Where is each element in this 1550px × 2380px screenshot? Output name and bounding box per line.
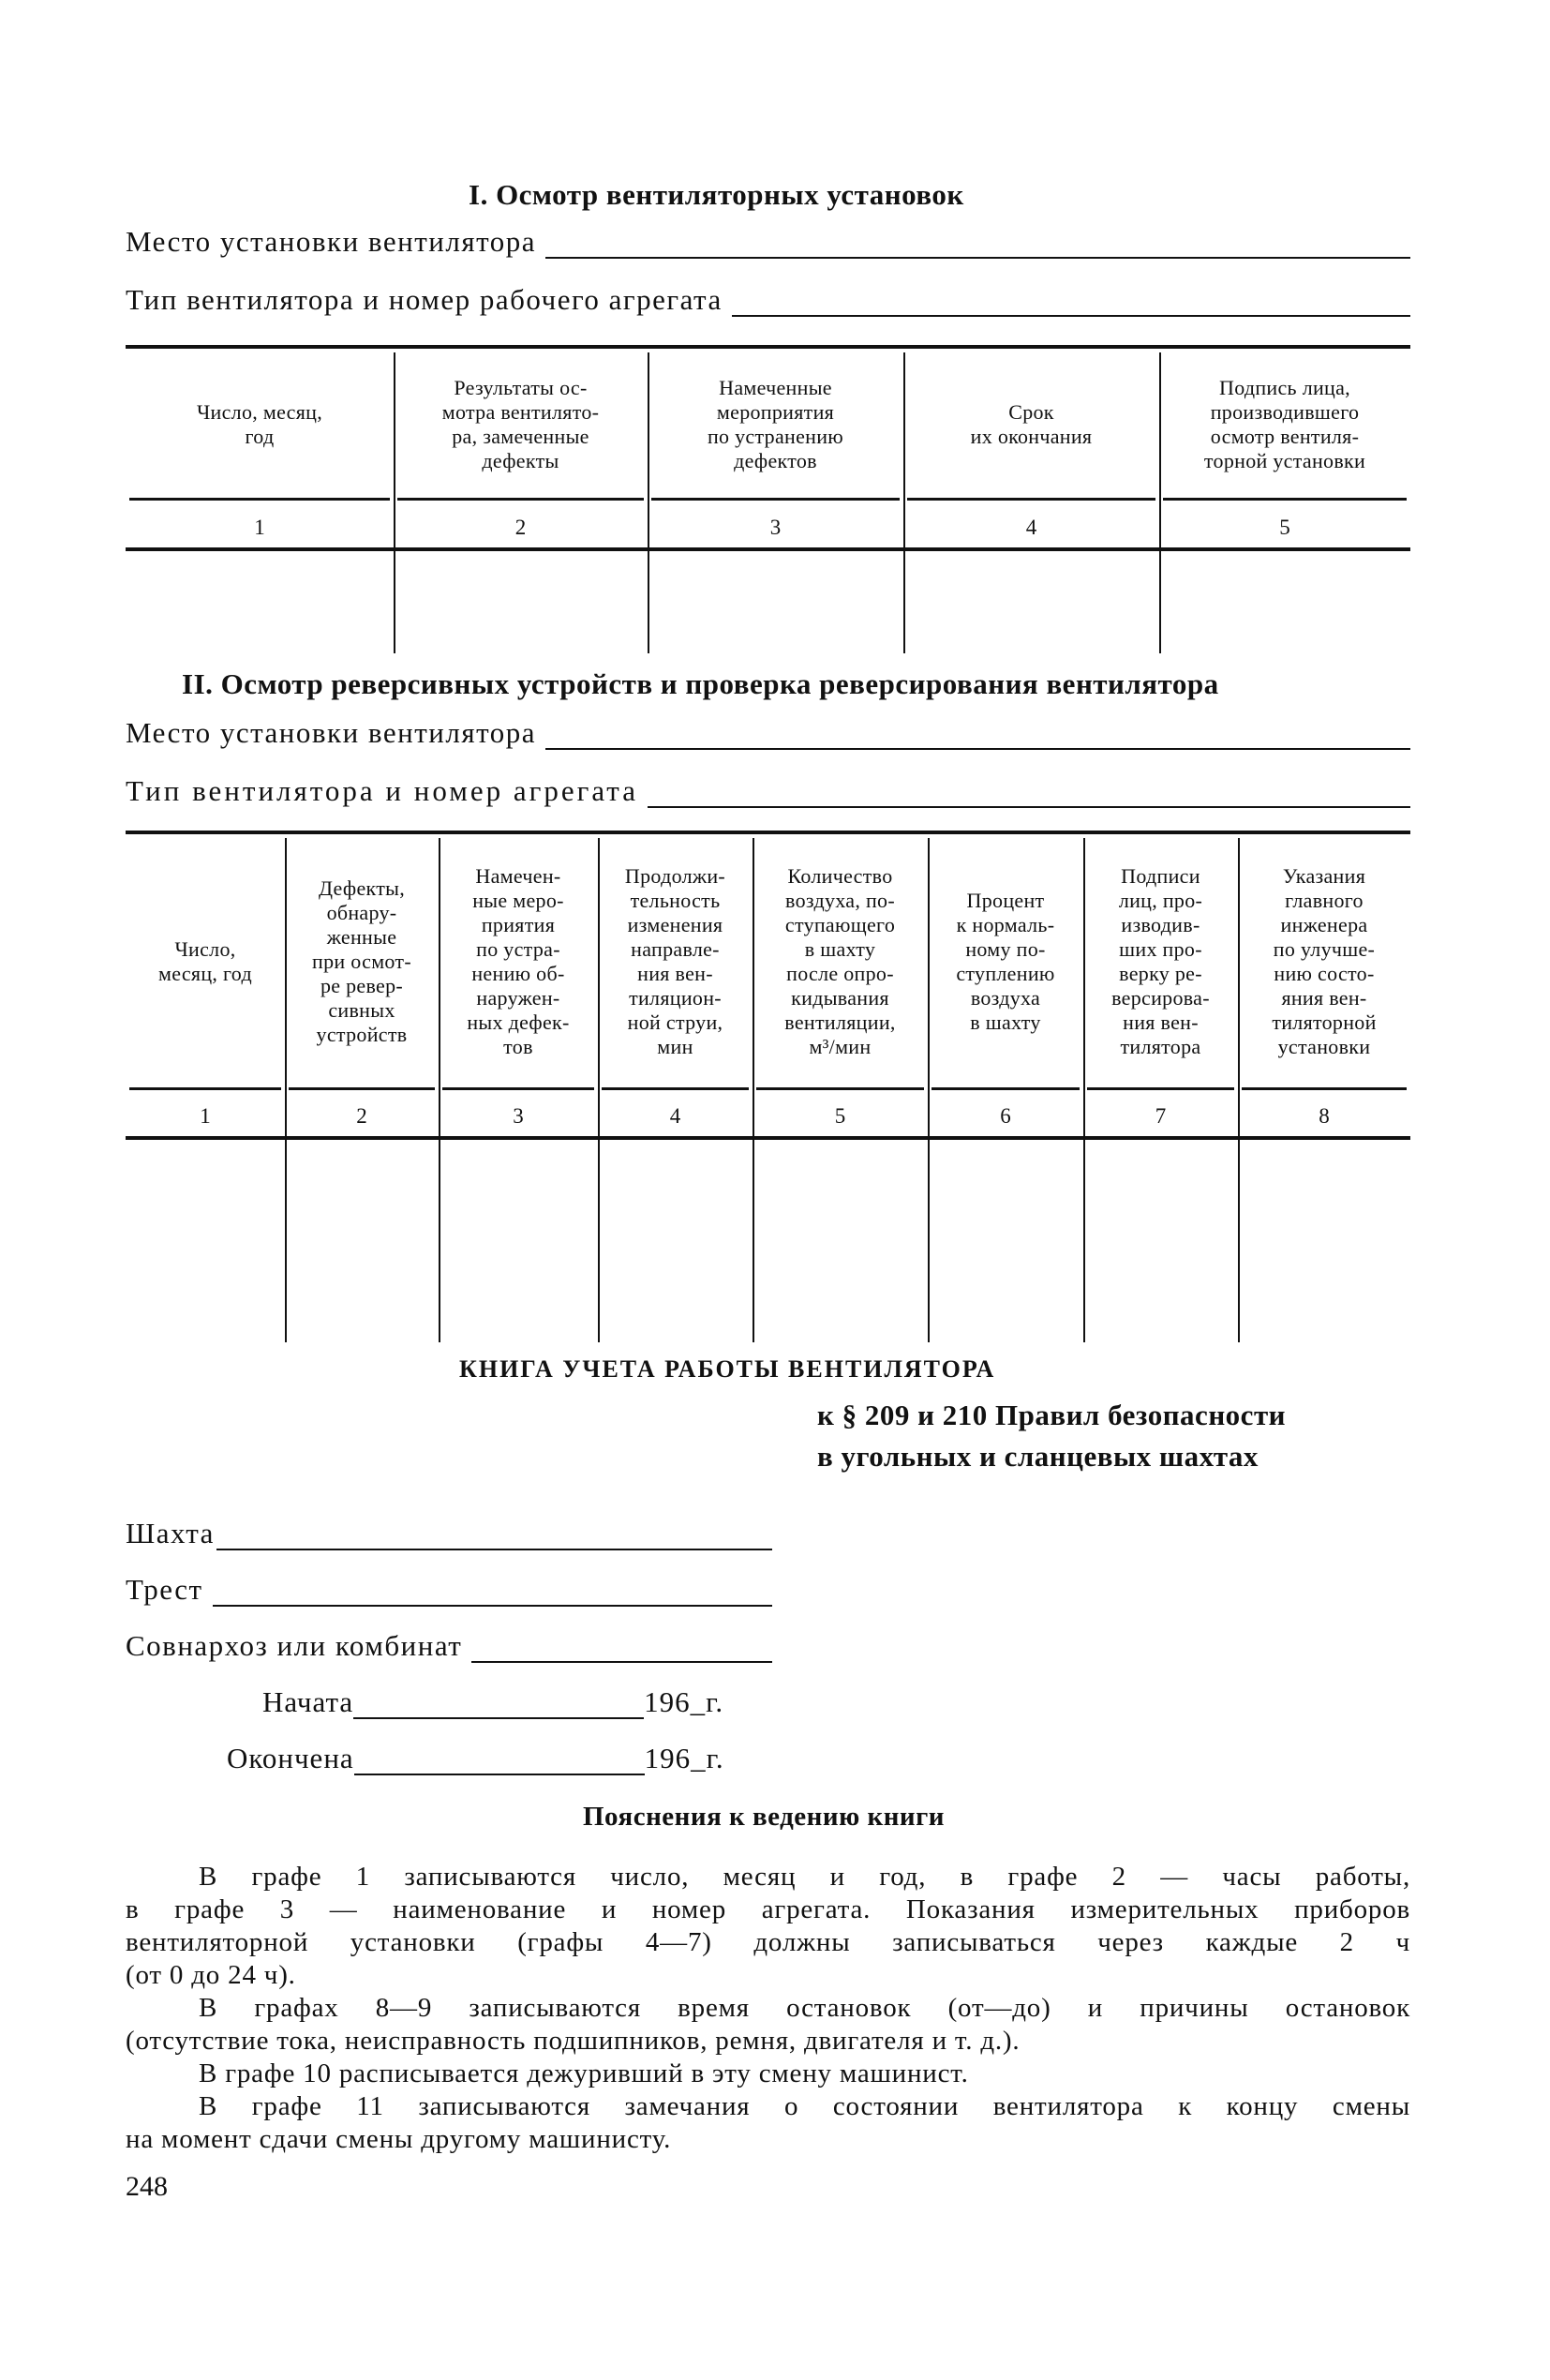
column-number: 4 bbox=[1025, 516, 1037, 539]
fan-location-field-2[interactable] bbox=[126, 716, 1410, 750]
column-divider bbox=[753, 838, 754, 1342]
column-number: 2 bbox=[356, 1104, 367, 1128]
year-suffix: 196_г. bbox=[644, 1742, 724, 1774]
fill-line bbox=[545, 724, 1410, 750]
fill-line bbox=[216, 1524, 772, 1550]
started-date-field[interactable] bbox=[262, 1685, 723, 1719]
reference-line-1: к § 209 и 210 Правил безопасности bbox=[817, 1399, 1287, 1431]
notes-line: в графе 3 — наименование и номер агрегата. Показания измерительных приборов bbox=[126, 1894, 1410, 1924]
column-number: 7 bbox=[1155, 1104, 1167, 1128]
column-number: 2 bbox=[514, 516, 527, 539]
fill-line bbox=[648, 782, 1410, 808]
fill-line bbox=[353, 1693, 644, 1719]
fan-location-label: Место установки вентилятора bbox=[126, 225, 536, 258]
fill-line bbox=[545, 232, 1410, 259]
fan-type-label: Тип вентилятора и номер рабочего агрегата bbox=[126, 283, 723, 316]
column-divider bbox=[285, 838, 287, 1342]
column-divider bbox=[394, 352, 395, 653]
notes-text bbox=[126, 1861, 1410, 2156]
table-top-rule bbox=[126, 345, 1410, 349]
column-divider bbox=[1159, 352, 1161, 653]
column-header-rule bbox=[651, 498, 900, 501]
column-header: Подпись лица, производившего осмотр вентиля- торной установки bbox=[1203, 375, 1366, 472]
notes-line: (отсутствие тока, неисправность подшипников, ремня, двигателя и т. д.). bbox=[126, 2026, 1021, 2056]
column-number: 8 bbox=[1319, 1104, 1330, 1128]
column-header: Процент к нормаль- ному по- ступлению воздуха в шахту bbox=[956, 889, 1055, 1034]
column-header: Дефекты, обнару- женные при осмот- ре ревер- сивных устройств bbox=[312, 876, 411, 1046]
year-suffix: 196_г. bbox=[644, 1685, 724, 1718]
column-header-rule bbox=[907, 498, 1155, 501]
sovnarkhoz-label: Совнархоз или комбинат bbox=[126, 1629, 463, 1662]
column-header-rule bbox=[397, 498, 644, 501]
table-header-bottom-rule bbox=[126, 1136, 1410, 1140]
fan-location-label: Место установки вентилятора bbox=[126, 716, 536, 749]
fill-line bbox=[213, 1580, 772, 1607]
fan-type-field-2[interactable] bbox=[126, 774, 1410, 808]
column-number: 6 bbox=[1000, 1104, 1011, 1128]
reference-line-2: в угольных и сланцевых шахтах bbox=[817, 1440, 1259, 1473]
column-divider bbox=[1083, 838, 1085, 1342]
mine-label: Шахта bbox=[126, 1517, 215, 1549]
notes-line: В графе 10 расписывается дежуривший в эту смену машинист. bbox=[199, 2058, 969, 2088]
table-top-rule bbox=[126, 831, 1410, 834]
column-header: Результаты ос- мотра вентилято- ра, замеченные дефекты bbox=[441, 375, 600, 472]
fill-line bbox=[354, 1749, 645, 1775]
column-header: Количество воздуха, по- ступающего в шахту после опро- кидывания вентиляции, м³/мин bbox=[784, 864, 896, 1058]
column-header: Продолжи- тельность изменения направле- ния вен- тиляцион- ной струи, мин bbox=[624, 864, 726, 1058]
column-header: Число, месяц, год bbox=[158, 937, 252, 985]
notes-line: В графах 8—9 записываются время остановок (от—до) и причины остановок bbox=[199, 1993, 1410, 2023]
column-number: 3 bbox=[513, 1104, 524, 1128]
notes-line: вентиляторной установки (графы 4—7) должны записываться через каждые 2 ч bbox=[126, 1927, 1410, 1957]
section-2-title: II. Осмотр реверсивных устройств и проверка реверсирования вентилятора bbox=[182, 667, 1219, 700]
column-header-rule bbox=[289, 1087, 435, 1090]
column-header-rule bbox=[442, 1087, 594, 1090]
sovnarkhoz-field[interactable] bbox=[126, 1629, 772, 1663]
column-header-rule bbox=[602, 1087, 749, 1090]
column-header-rule bbox=[1163, 498, 1407, 501]
fan-location-field-1[interactable] bbox=[126, 225, 1410, 259]
fan-type-field-1[interactable] bbox=[126, 283, 1410, 317]
column-number: 1 bbox=[200, 1104, 211, 1128]
mine-field[interactable] bbox=[126, 1517, 772, 1550]
started-label: Начата bbox=[262, 1685, 354, 1718]
fill-line bbox=[471, 1637, 772, 1663]
fill-line bbox=[732, 291, 1410, 317]
ended-date-field[interactable] bbox=[227, 1742, 724, 1775]
column-header-rule bbox=[1242, 1087, 1407, 1090]
notes-line: В графе 1 записываются число, месяц и год, в графе 2 — часы работы, bbox=[199, 1862, 1410, 1892]
notes-line: (от 0 до 24 ч). bbox=[126, 1960, 296, 1990]
column-header: Срок их окончания bbox=[970, 399, 1093, 448]
column-divider bbox=[439, 838, 440, 1342]
column-number: 5 bbox=[834, 1104, 846, 1128]
column-header: Намеченные мероприятия по устранению дефектов bbox=[707, 375, 844, 472]
column-header: Число, месяц, год bbox=[196, 399, 323, 448]
column-number: 5 bbox=[1279, 516, 1290, 539]
column-header-rule bbox=[129, 1087, 281, 1090]
trust-field[interactable] bbox=[126, 1573, 772, 1607]
page-number: 248 bbox=[126, 2171, 168, 2202]
notes-line: В графе 11 записываются замечания о состоянии вентилятора к концу смены bbox=[199, 2091, 1410, 2121]
book-title: КНИГА УЧЕТА РАБОТЫ ВЕНТИЛЯТОРА bbox=[459, 1355, 996, 1383]
column-divider bbox=[928, 838, 930, 1342]
section-1-title: I. Осмотр вентиляторных установок bbox=[469, 178, 964, 211]
fan-type-label: Тип вентилятора и номер агрегата bbox=[126, 774, 638, 807]
ended-label: Окончена bbox=[227, 1742, 354, 1774]
column-header-rule bbox=[756, 1087, 924, 1090]
trust-label: Трест bbox=[126, 1573, 203, 1606]
column-number: 1 bbox=[254, 516, 265, 539]
column-divider bbox=[598, 838, 600, 1342]
column-divider bbox=[648, 352, 649, 653]
column-divider bbox=[1238, 838, 1240, 1342]
column-number: 3 bbox=[769, 516, 782, 539]
column-header-rule bbox=[931, 1087, 1080, 1090]
column-header: Указания главного инженера по улучше- нию состо- яния вен- тиляторной установки bbox=[1272, 864, 1377, 1058]
notes-title: Пояснения к ведению книги bbox=[583, 1802, 945, 1832]
column-header: Намечен- ные меро- приятия по устра- нению об- наружен- ных дефек- тов bbox=[467, 864, 570, 1058]
column-header-rule bbox=[129, 498, 390, 501]
column-divider bbox=[903, 352, 905, 653]
column-number: 4 bbox=[669, 1104, 681, 1128]
notes-line: на момент сдачи смены другому машинисту. bbox=[126, 2124, 672, 2154]
column-header-rule bbox=[1087, 1087, 1234, 1090]
table-header-bottom-rule bbox=[126, 547, 1410, 551]
column-header: Подписи лиц, про- изводив- ших про- верку ре- версирова- ния вен- тилятора bbox=[1111, 864, 1210, 1058]
